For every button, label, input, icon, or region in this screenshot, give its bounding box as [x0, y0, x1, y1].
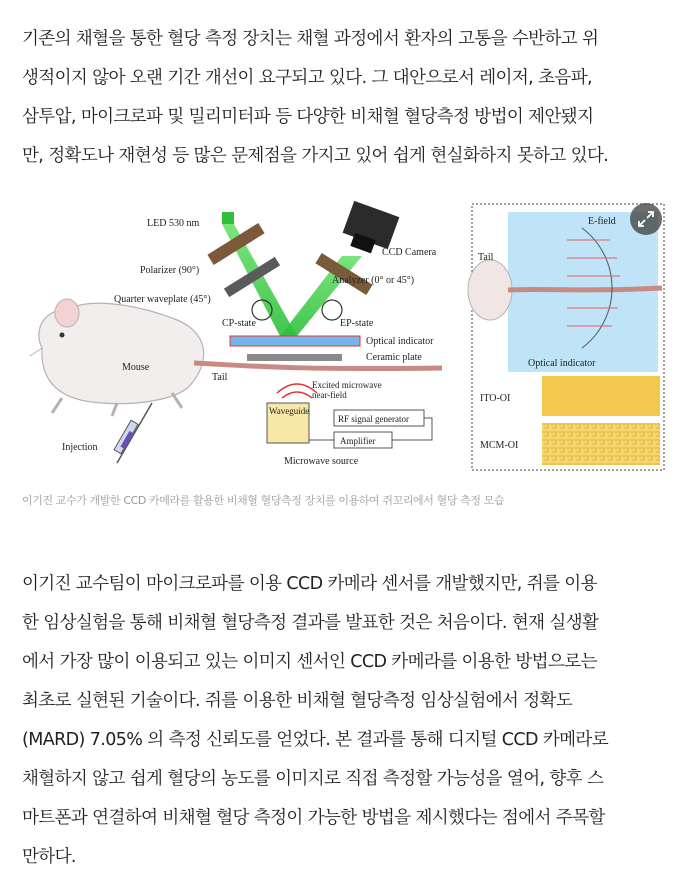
cp-state-label: CP-state — [222, 318, 256, 329]
text-line: 만하다. — [22, 847, 76, 867]
injection-label: Injection — [62, 442, 98, 453]
sensor-stack — [230, 336, 434, 363]
ceramic-plate-label: Ceramic plate — [366, 352, 422, 363]
excited-label-2: near-field — [312, 390, 347, 400]
amplifier-label: Amplifier — [340, 436, 376, 446]
excited-label-1: Excited microwave — [312, 380, 382, 390]
analyzer-label: Analyzer (0° or 45°) — [332, 275, 415, 286]
ccd-camera-icon — [343, 201, 437, 258]
led-icon — [222, 212, 234, 224]
text-line: 기존의 채혈을 통한 혈당 측정 장치는 채혈 과정에서 환자의 고통을 수반하고 위 — [22, 29, 599, 49]
ito-label: ITO-OI — [480, 393, 511, 404]
text-line: 마트폰과 연결하여 비채혈 혈당 측정이 가능한 방법을 제시했다는 점에서 주목할 — [22, 808, 605, 828]
led-label: LED 530 nm — [147, 218, 200, 229]
text-line: 한 임상실험을 통해 비채혈 혈당측정 결과를 발표한 것은 처음이다. 현재 실생활 — [22, 613, 599, 633]
text-line: (MARD) 7.05% 의 측정 신뢰도를 얻었다. 본 결과를 통해 디지털 CCD 카메라로 — [22, 730, 609, 750]
microwave-source-label: Microwave source — [284, 456, 359, 467]
optical-indicator-label: Optical indicator — [366, 336, 434, 347]
polarizer-label: Polarizer (90°) — [140, 265, 200, 276]
mouse-label: Mouse — [122, 362, 150, 373]
rf-generator-label: RF signal generator — [338, 414, 409, 424]
expand-arrows-icon — [630, 203, 662, 235]
microwave-source — [267, 380, 432, 467]
text-line: 만, 정확도나 재현성 등 많은 문제점을 가지고 있어 쉽게 현실화하지 못하고 있다. — [22, 146, 609, 166]
measurement-setup-diagram — [22, 198, 672, 474]
inset-panel — [468, 204, 664, 470]
text-line: 이기진 교수팀이 마이크로파를 이용 CCD 카메라 센서를 개발했지만, 쥐를 이용 — [22, 574, 597, 594]
intro-paragraph — [22, 20, 672, 176]
ep-state-label: EP-state — [340, 318, 374, 329]
text-line: 최초로 실현된 기술이다. 쥐를 이용한 비채혈 혈당측정 임상실험에서 정확도 — [22, 691, 573, 711]
text-line: 채혈하지 않고 쉽게 혈당의 농도를 이미지로 직접 측정할 가능성을 열어, 향후 스 — [22, 769, 604, 789]
text-line: 생적이지 않아 오랜 기간 개선이 요구되고 있다. 그 대안으로서 레이저, 초음파, — [22, 68, 592, 88]
e-field-label: E-field — [588, 216, 616, 227]
syringe-illustration — [62, 403, 152, 463]
inset-indicator-label: Optical indicator — [528, 358, 596, 369]
body-paragraph — [22, 565, 672, 877]
text-line: 에서 가장 많이 이용되고 있는 이미지 센서인 CCD 카메라를 이용한 방법으로는 — [22, 652, 597, 672]
waveplate-label: Quarter waveplate (45°) — [114, 294, 211, 305]
tail-label: Tail — [212, 372, 228, 383]
expand-image-button[interactable] — [630, 203, 662, 235]
article-figure — [22, 198, 672, 474]
inset-tail-label: Tail — [478, 252, 494, 263]
figure-caption: 이기진 교수가 개발한 CCD 카메라를 활용한 비채혈 혈당측정 장치를 이용하여 쥐꼬리에서 혈당 측정 모습 — [22, 494, 505, 507]
text-line: 삼투압, 마이크로파 및 밀리미터파 등 다양한 비채혈 혈당측정 방법이 제안됐지 — [22, 107, 594, 127]
mcm-label: MCM-OI — [480, 440, 519, 451]
ccd-label: CCD Camera — [382, 247, 437, 258]
waveguide-label: Waveguide — [269, 406, 310, 416]
